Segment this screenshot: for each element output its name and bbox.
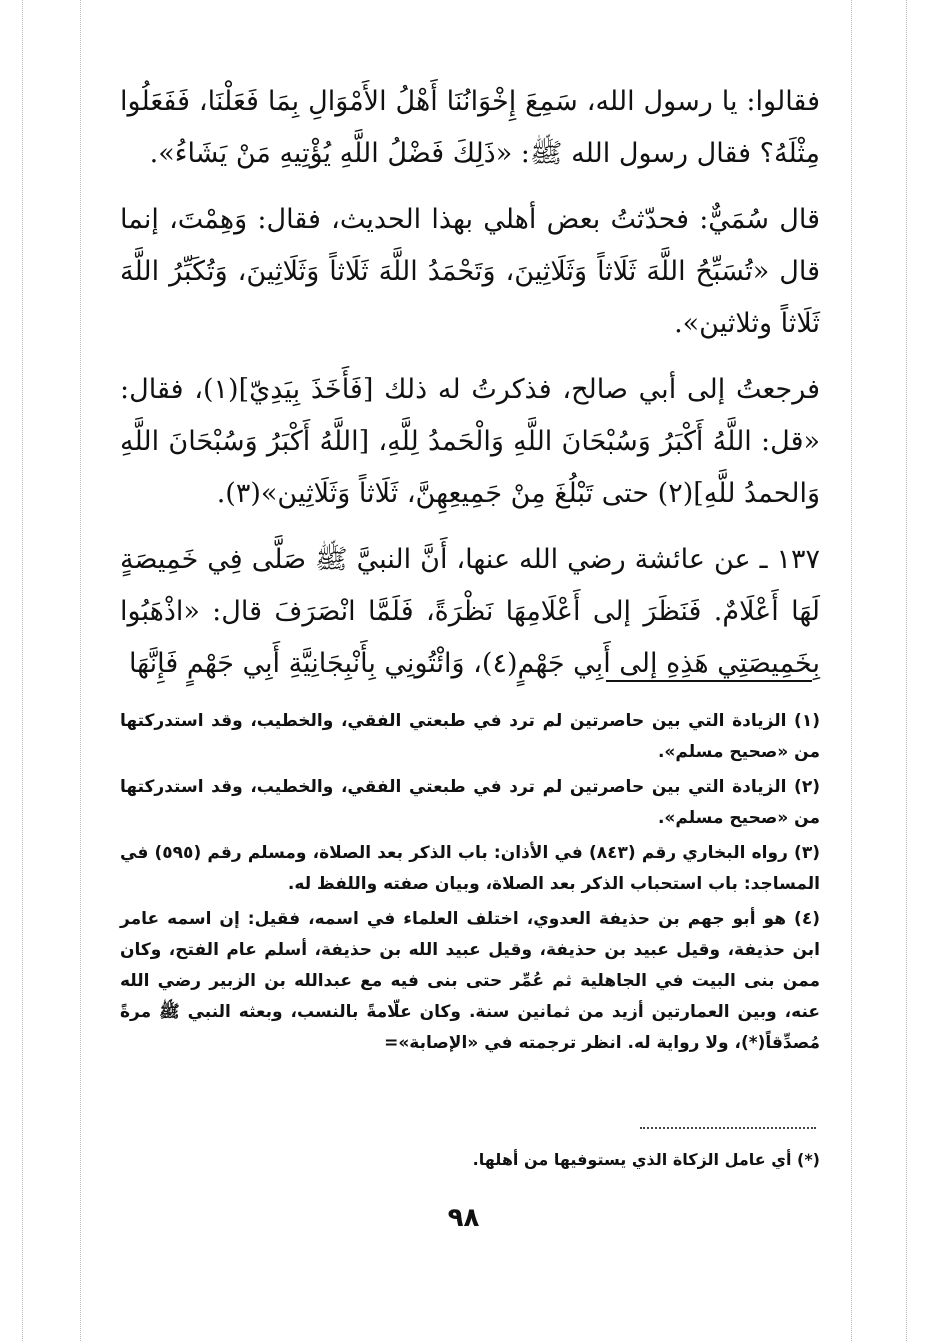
footnotes [120,706,820,1063]
footnote-1: (١) الزيادة التي بين حاصرتين لم ترد في طبعتي الفقي، والخطيب، وقد استدركتها من «صحيح مسلم». [120,711,820,762]
margin-guide-right-outer [906,0,907,1341]
main-paragraph-4: ١٣٧ ـ عن عائشة رضي الله عنها، أَنَّ النبيَّ ﷺ صَلَّى فِي خَمِيصَةٍ لَهَا أَعْلَامٌ. فَنَظَرَ إلى أَعْلَامِهَا نَظْرَةً، فَلَمَّا انْصَرَفَ قال: «اذْهَبُوا بِخَمِيصَتِي هَذِهِ إلى أَبِي جَهْمٍ(٤)، وَائْتُونِي بِأَنْبِجَانِيَّةِ أَبِي جَهْمٍ فَإِنَّهَا [120,544,820,679]
margin-guide-left-inner [80,0,81,1341]
main-paragraph-3: فرجعتُ إلى أبي صالح، فذكرتُ له ذلك [فَأَخَذَ بِيَدِيّ](١)، فقال: «قل: اللَّهُ أَكْبَرُ وَسُبْحَانَ اللَّهِ وَالْحَمدُ لِلَّهِ، [اللَّهُ أَكْبَرُ وَسُبْحَانَ اللَّهِ وَالحمدُ للَّهِ](٢) حتى تَبْلُغَ مِنْ جَمِيعِهِنَّ، ثَلَاثاً وَثَلَاثِين»(٣). [120,374,820,509]
main-paragraph-1: فقالوا: يا رسول الله، سَمِعَ إِخْوَانُنَا أَهْلُ الأَمْوَالِ بِمَا فَعَلْنَا، فَفَعَلُوا مِثْلَهُ؟ فقال رسول الله ﷺ: «ذَلِكَ فَضْلُ اللَّهِ يُؤْتِيهِ مَنْ يَشَاءُ». [120,86,820,169]
footnote-separator [606,680,812,682]
main-text [120,76,820,690]
marginal-note: (*) أي عامل الزكاة الذي يستوفيها من أهلها. [472,1150,820,1169]
margin-guide-right-inner [851,0,852,1341]
footnote-2: (٢) الزيادة التي بين حاصرتين لم ترد في طبعتي الفقي، والخطيب، وقد استدركتها من «صحيح مسلم». [120,777,820,828]
margin-guide-left-outer [22,0,23,1341]
main-paragraph-2: قال سُمَيٌّ: فحدّثتُ بعض أهلي بهذا الحديث، فقال: وَهِمْتَ، إنما قال «تُسَبِّحُ اللَّهَ ثَلَاثاً وَثَلَاثِينَ، وَتَحْمَدُ اللَّهَ ثَلَاثاً وَثَلَاثِينَ، وَتُكَبِّرُ اللَّهَ ثَلَاثاً وثلاثين». [120,204,820,339]
dotted-separator [640,1127,816,1129]
page-number: ٩٨ [447,1203,480,1233]
footnote-4: (٤) هو أبو جهم بن حذيفة العدوي، اختلف العلماء في اسمه، فقيل: إن اسمه عامر ابن حذيفة، وقيل عبيد بن حذيفة، وقيل عبيد الله بن حذيفة، أسلم عام الفتح، وكان ممن بنى البيت في الجاهلية ثم عُمِّر حتى بنى فيه مع عبدالله بن الزبير رضي الله عنه، وبين العمارتين أزيد من ثمانين سنة. وكان علّامةً بالنسب، وبعثه النبي ﷺ مرةً مُصدِّقاً(*)، ولا رواية له. انظر ترجمته في «الإصابة»= [120,909,820,1053]
footnote-3: (٣) رواه البخاري رقم (٨٤٣) في الأذان: باب الذكر بعد الصلاة، ومسلم رقم (٥٩٥) في المساجد: باب استحباب الذكر بعد الصلاة، وبيان صفته واللفظ له. [120,843,820,894]
